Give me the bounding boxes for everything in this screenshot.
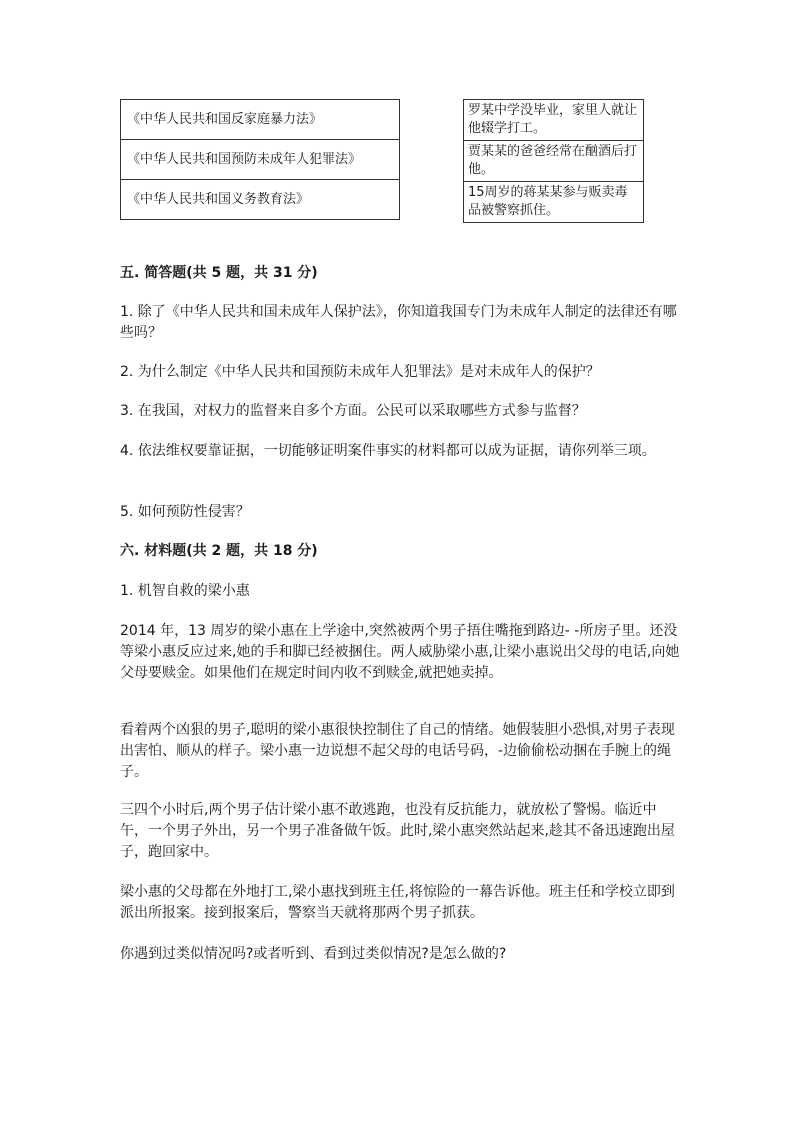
law-list-table (120, 99, 400, 220)
question-5-3: 3. 在我国，对权力的监督来自多个方面。公民可以采取哪些方式参与监督？ (120, 403, 586, 419)
law-item: 《中华人民共和国反家庭暴力法》 (121, 100, 399, 140)
section-5-heading: 五. 简答题(共 5 题，共 31 分) (120, 265, 318, 281)
question-5-4: 4. 依法维权要靠证据，一切能够证明案件事实的材料都可以成为证据，请你列举三项。 (120, 443, 656, 459)
material-paragraph: 2014 年，13 周岁的梁小惠在上学途中,突然被两个男子捂住嘴拖到路边- -所房子里。还没等梁小惠反应过来,她的手和脚已经被捆住。两人威胁梁小惠,让梁小惠说出父母的电话,向她父母要赎金。如果他们在规定时间内收不到赎金,就把她卖掉。 (120, 623, 680, 681)
question-5-5: 5. 如何预防性侵害？ (120, 504, 250, 520)
law-item: 《中华人民共和国预防未成年人犯罪法》 (121, 140, 399, 180)
section-6-heading: 六. 材料题(共 2 题，共 18 分) (120, 543, 318, 559)
case-item: 贾某某的爸爸经常在酗酒后打他。 (464, 141, 643, 182)
case-list-table (463, 99, 644, 223)
law-item: 《中华人民共和国义务教育法》 (121, 180, 399, 220)
material-paragraph: 三四个小时后,两个男子估计梁小惠不敢逃跑，也没有反抗能力，就放松了警惕。临近中午，一个男子外出，另一个男子准备做午饭。此时,梁小惠突然站起来,趁其不备迅速跑出屋子，跑回家中。 (120, 802, 675, 860)
material-title: 1. 机智自救的梁小惠 (120, 583, 250, 599)
case-item: 罗某中学没毕业，家里人就让他辍学打工。 (464, 100, 643, 141)
material-paragraph: 看着两个凶狠的男子,聪明的梁小惠很快控制住了自己的情绪。她假装胆小恐惧,对男子表现出害怕、顺从的样子。梁小惠一边说想不起父母的电话号码，-边偷偷松动捆在手腕上的绳子。 (120, 722, 675, 780)
material-question: 你遇到过类似情况吗?或者听到、看到过类似情况?是怎么做的? (120, 946, 507, 962)
question-5-2: 2. 为什么制定《中华人民共和国预防未成年人犯罪法》是对未成年人的保护？ (120, 364, 600, 380)
case-item: 15周岁的蒋某某参与贩卖毒品被警察抓住。 (464, 182, 643, 223)
material-paragraph: 梁小惠的父母都在外地打工,梁小惠找到班主任,将惊险的一幕告诉他。班主任和学校立即到派出所报案。接到报案后，警察当天就将那两个男子抓获。 (120, 884, 675, 921)
question-5-1: 1. 除了《中华人民共和国未成年人保护法》，你知道我国专门为未成年人制定的法律还有哪些吗？ (120, 304, 677, 341)
